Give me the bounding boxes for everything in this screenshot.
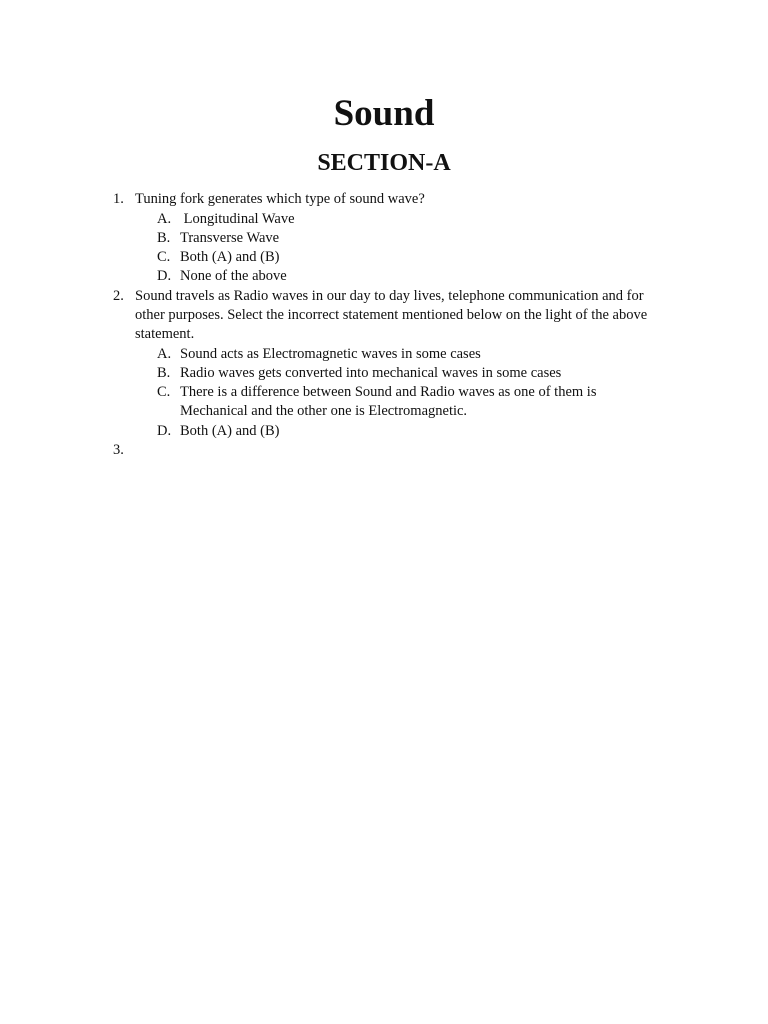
- option-letter: B.: [157, 229, 171, 246]
- document-title: Sound: [333, 93, 435, 134]
- option-letter: D.: [157, 422, 172, 439]
- section-heading: SECTION-A: [317, 150, 451, 176]
- option-text: Radio waves gets converted into mechanical waves in some cases: [180, 364, 562, 381]
- option-letter: C.: [157, 384, 171, 400]
- option-letter: C.: [157, 249, 171, 265]
- option-letter: A.: [157, 210, 172, 227]
- question-text: Tuning fork generates which type of sound wave?: [135, 191, 425, 207]
- option-text: Transverse Wave: [180, 229, 280, 246]
- question-number: 2.: [113, 287, 124, 304]
- option-text: There is a difference between Sound and Radio waves as one of them is Mechanical and the other one is Electromagnetic.: [180, 384, 597, 420]
- option-letter: B.: [157, 364, 171, 381]
- option-text: Both (A) and (B): [180, 422, 280, 439]
- option-text: Longitudinal Wave: [180, 210, 295, 227]
- option-text: Sound acts as Electromagnetic waves in some cases: [180, 345, 481, 362]
- option-letter: D.: [157, 268, 172, 285]
- question-number: 3.: [113, 441, 124, 458]
- question-text: Sound travels as Radio waves in our day to day lives, telephone communication and for other purposes. Select the incorrect statement mentioned below on the light of the above statement.: [135, 287, 648, 343]
- question-number: 1.: [113, 191, 124, 207]
- option-letter: A.: [157, 345, 172, 362]
- option-text: None of the above: [180, 268, 287, 285]
- option-text: Both (A) and (B): [180, 249, 280, 265]
